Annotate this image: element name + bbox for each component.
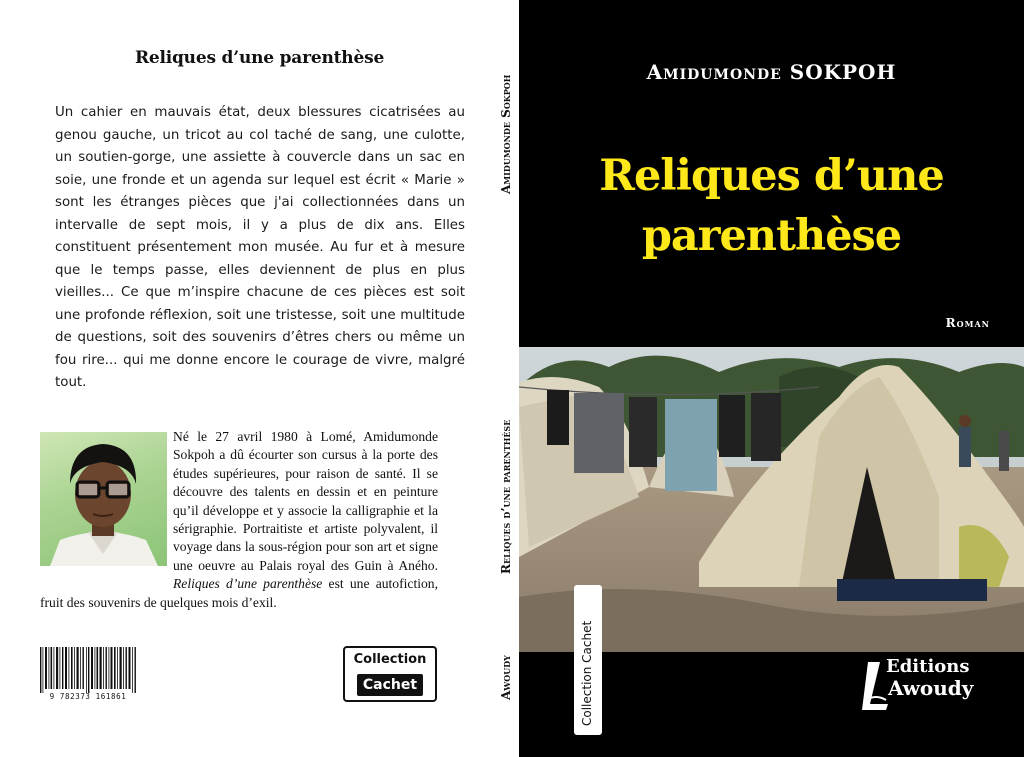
collection-cachet-vertical [574,585,602,735]
collection-label: Collection [353,652,427,667]
bio-text-1: Né le 27 avril 1980 à Lomé, Amidumonde Sokpoh a dû écourter son cursus à la porte des études supérieures, pour raison de santé. Il se découvre des talents en dessin et en peinture qu’il développe et y associe la calligraphie et la sérigraphie. Portraitiste et artiste polyvalent, il voyage dans la sous-région pour son art et signe une oeuvre au Palais royal des Guin à Aného. [173,429,438,573]
author-bio [40,428,438,612]
front-title-line-1: Reliques d’une [599,151,944,201]
spine-author: Amidumonde Sokpoh [499,74,513,194]
bio-book-title: Reliques d’une parenthèse [173,576,323,592]
collection-cachet-logo [343,646,437,702]
collection-cachet-vertical-text: Collection Cachet [580,620,594,726]
publisher-name-line-2: Awoudy [888,676,974,700]
cachet-label: Cachet [357,674,423,696]
genre-label: Roman [945,316,990,330]
front-title [519,146,1024,266]
front-author: Amidumonde SOKPOH [646,60,897,84]
spine-publisher: Awoudy [499,655,513,700]
front-title-line-2: parenthèse [641,211,902,261]
bio-text-2: est une autofiction, fruit des souvenirs de quelques mois d’exil. [40,576,438,610]
publisher-logo [860,656,990,716]
spine-title: Reliques d’une parenthèse [499,419,513,574]
back-cover-title: Reliques d’une parenthèse [134,48,385,68]
publisher-name-line-1: Editions [886,656,970,677]
back-cover-blurb: Un cahier en mauvais état, deux blessures cicatrisées au genou gauche, un tricot au col taché de sang, une culotte, un soutien-gorge, une assiette à couvercle dans un sac en soie, une fronde et un agenda sur lequel est écrit « Marie » sont les étranges pièces que j'ai collectionnées dans un intervalle de sept mois, il y a plus de dix ans. Elles constituent présentement mon musée. Au fur et à mesure que le temps passe, elles deviennent de plus en plus vieilles... Ce que m’inspire chacune de ces pièces est soit une profonde réflexion, soit une tristesse, soit une multitude de questions, soit des souvenirs d’êtres chers ou même un fou rire... qui me donne encore le courage de vivre, malgré tout. [55,105,465,390]
barcode-number: 9 782373 161861 [49,692,127,701]
spine [497,0,519,757]
